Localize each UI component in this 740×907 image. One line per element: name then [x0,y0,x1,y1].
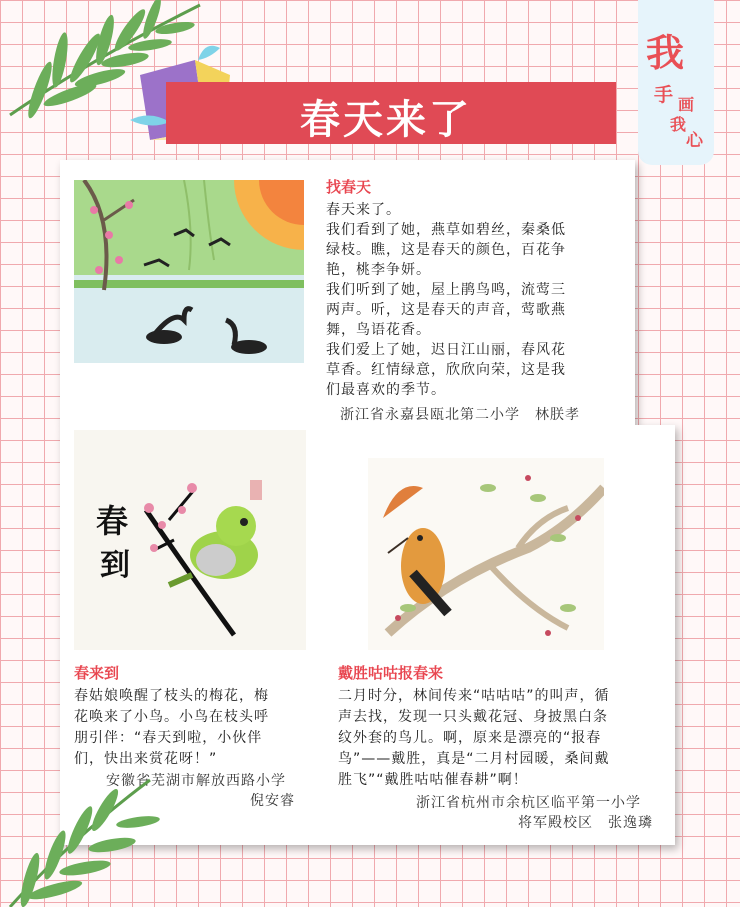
article-title-hoopoe: 戴胜咕咕报春来 [338,664,444,682]
text-line: 纹外套的鸟儿。啊，原来是漂亮的“报春 [338,730,602,746]
text-line: 胜飞”“戴胜咕咕催春耕”啊！ [338,772,528,788]
author-hoopoe: 将军殿校区 张逸璘 [518,815,653,831]
author-find-spring: 浙江省永嘉县瓯北第二小学 林朕孝 [340,407,580,423]
text-line: 春姑娘唤醒了枝头的梅花，梅 [74,688,269,704]
text-line: 们最喜欢的季节。 [326,382,446,398]
text-line: 两声。听，这是春天的声音，莺歌燕 [326,302,566,318]
article-body-find-spring [326,200,626,400]
badge-char-xin: 心 [686,131,703,151]
text-line: 春天来了。 [326,202,401,218]
school-spring-arrives: 安徽省芜湖市解放西路小学 [106,773,286,789]
painting-swans [74,180,304,363]
text-line: 鸟”——戴胜，真是“二月村园暖，桑间戴 [338,751,610,767]
text-line: 朋引伴：“春天到啦，小伙伴 [74,730,263,746]
text-line: 花唤来了小鸟。小鸟在枝头呼 [74,709,269,725]
text-line: 草香。红情绿意，欣欣向荣，这是我 [326,362,566,378]
badge-char-hua: 画 [678,95,695,114]
badge-char-wo2: 我 [670,115,687,134]
article-body-spring-arrives [74,686,314,770]
text-line: 声去找，发现一只头戴花冠、身披黑白条 [338,709,608,725]
badge-char-wo: 我 [646,31,685,75]
text-line: 舞，鸟语花香。 [326,322,431,338]
text-line: 二月时分，林间传来“咕咕咕”的叫声，循 [338,688,610,704]
leaf-decoration-bottom [0,760,190,907]
painting-hoopoe [368,458,604,650]
text-line: 绿枝。瞧，这是春天的颜色，百花争 [326,242,566,258]
article-title-spring-arrives: 春来到 [74,664,120,682]
painting-text-chun: 春 [96,502,129,540]
article-body-hoopoe [338,686,658,791]
text-line: 们，快出来赏花呀！” [74,751,218,767]
article-title-find-spring: 找春天 [326,178,372,196]
school-hoopoe: 浙江省杭州市余杭区临平第一小学 [416,795,641,811]
text-line: 我们看到了她，燕草如碧丝，秦桑低 [326,222,566,238]
text-line: 我们爱上了她，迟日江山丽，春风花 [326,342,566,358]
painting-text-dao: 到 [100,548,130,583]
page-title: 春天来了 [300,97,472,143]
text-line: 我们听到了她，屋上鹃鸟鸣，流莺三 [326,282,566,298]
badge-char-shou: 手 [654,84,674,106]
author-spring-arrives: 倪安睿 [250,793,295,809]
text-line: 艳，桃李争妍。 [326,262,431,278]
